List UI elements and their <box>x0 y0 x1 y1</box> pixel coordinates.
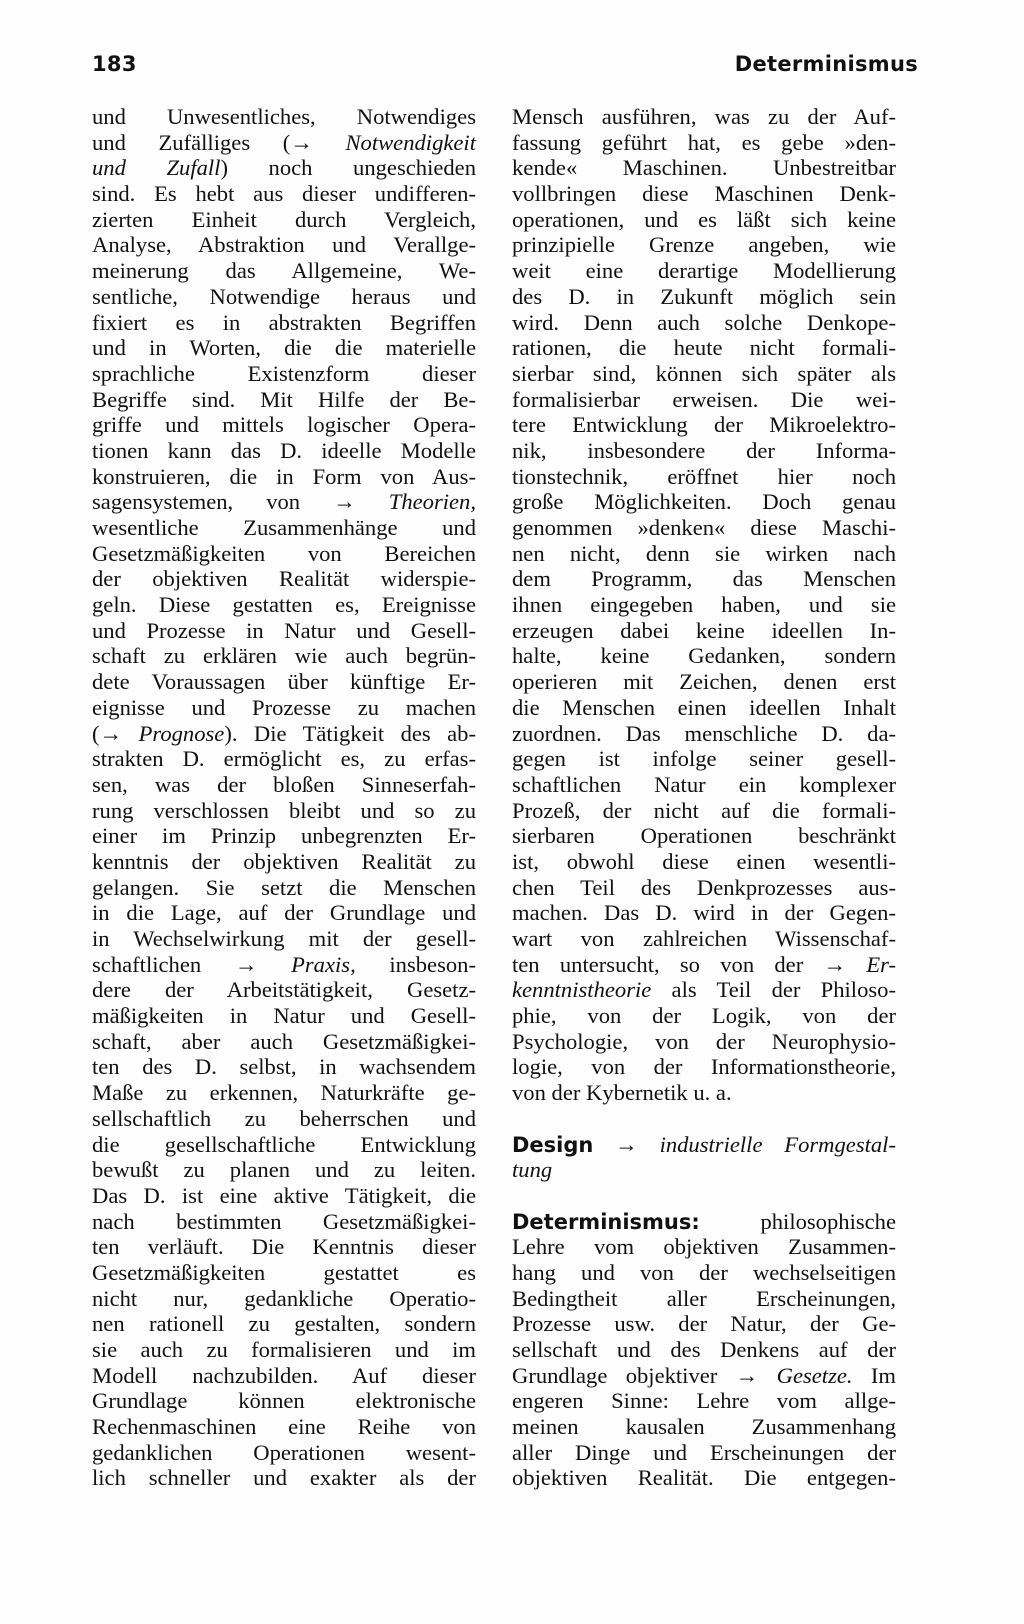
text-line <box>512 258 896 284</box>
text-segment: erzeugen dabei keine ideellen In- <box>512 617 896 643</box>
text-line <box>92 1414 476 1440</box>
text-segment: einer im Prinzip unbegrenzten Er- <box>92 823 476 849</box>
text-line <box>92 1054 476 1080</box>
text-segment: sierbar sind, können sich später als <box>512 360 896 386</box>
text-line <box>512 823 896 849</box>
text-segment: ) noch ungeschieden <box>220 155 476 181</box>
lemma-heading: Determinismus: <box>512 1209 700 1234</box>
text-segment: ten des D. selbst, in wachsendem <box>92 1054 476 1080</box>
text-segment: lich schneller und exakter als der <box>92 1465 476 1491</box>
text-line <box>92 284 476 310</box>
text-segment: gegen ist infolge seiner gesell- <box>512 746 896 772</box>
text-segment: Prozesse usw. der Natur, der Ge- <box>512 1311 896 1337</box>
text-line <box>92 1363 476 1389</box>
text-column-left <box>92 104 476 1491</box>
text-segment: objektiven Realität. Die entgegen- <box>512 1465 896 1491</box>
text-segment: operationen, und es läßt sich keine <box>512 206 896 232</box>
lemma-heading: Design <box>512 1132 594 1157</box>
text-line <box>512 387 896 413</box>
cross-reference: Notwendigkeit <box>345 129 476 155</box>
text-line <box>512 1080 896 1106</box>
text-line <box>512 772 896 798</box>
text-segment: nicht nur, gedankliche Operatio- <box>92 1285 476 1311</box>
text-segment: prinzipielle Grenze angeben, wie <box>512 232 896 258</box>
text-line <box>92 592 476 618</box>
text-line <box>92 695 476 721</box>
text-segment: rung verschlossen bleibt und so zu <box>92 797 476 823</box>
text-line <box>92 952 476 978</box>
text-column-right <box>512 104 896 1491</box>
text-line <box>92 643 476 669</box>
text-line <box>92 1337 476 1363</box>
text-line <box>92 310 476 336</box>
text-line <box>92 489 476 515</box>
text-segment: nen rationell zu gestalten, sondern <box>92 1311 476 1337</box>
text-segment: große Möglichkeiten. Doch genau <box>512 489 896 515</box>
cross-reference: Theorien, <box>388 489 476 515</box>
text-segment: (→ <box>92 720 139 746</box>
text-line <box>512 207 896 233</box>
text-segment: in Wechselwirkung mit der gesell- <box>92 926 476 951</box>
text-line <box>512 977 896 1003</box>
text-segment: dem Programm, das Menschen <box>512 566 896 592</box>
text-segment: Prozeß, der nicht auf die formali- <box>512 797 896 823</box>
text-segment: ist, obwohl diese einen wesentli- <box>512 848 896 874</box>
text-line <box>92 721 476 747</box>
text-segment: nach bestimmten Gesetzmäßigkei- <box>92 1208 476 1234</box>
text-segment: und Unwesentliches, Notwendiges <box>92 104 476 129</box>
text-line <box>92 335 476 361</box>
text-line <box>512 310 896 336</box>
text-segment: sellschaft und des Denkens auf der <box>512 1337 896 1362</box>
text-segment: ). Die Tätigkeit des ab- <box>224 720 476 746</box>
text-line <box>92 412 476 438</box>
text-line <box>92 875 476 901</box>
text-line <box>92 618 476 644</box>
text-line <box>92 1260 476 1286</box>
text-segment: → <box>593 1131 660 1157</box>
text-line <box>512 669 896 695</box>
text-segment: sellschaftlich zu beherrschen und <box>92 1105 476 1131</box>
text-segment: zierten Einheit durch Vergleich, <box>92 206 476 232</box>
cross-reference: Prognose <box>138 720 225 746</box>
text-segment: weit eine derartige Modellierung <box>512 258 896 284</box>
text-line <box>92 258 476 284</box>
text-segment: nik, insbesondere der Informa- <box>512 437 896 463</box>
text-segment: fixiert es in abstrakten Begriffen <box>92 309 476 335</box>
text-line <box>512 952 896 978</box>
text-segment: zuordnen. Das menschliche D. da- <box>512 720 896 746</box>
text-line <box>92 849 476 875</box>
text-segment: Begriffe sind. Mit Hilfe der Be- <box>92 386 476 412</box>
text-segment: Gesetzmäßigkeiten gestattet es <box>92 1259 476 1285</box>
cross-reference: und Zufall <box>92 155 221 181</box>
text-segment: Lehre vom objektiven Zusammen- <box>512 1234 896 1260</box>
cross-reference: tung <box>512 1157 553 1183</box>
text-line <box>512 438 896 464</box>
text-line <box>92 900 476 926</box>
text-line <box>512 1234 896 1260</box>
text-line <box>512 1465 896 1491</box>
text-segment: Mensch ausführen, was zu der Auf- <box>512 104 896 129</box>
text-segment: sierbaren Operationen beschränkt <box>512 823 896 849</box>
text-line <box>512 130 896 156</box>
text-line <box>92 1465 476 1491</box>
text-line <box>512 181 896 207</box>
text-line <box>92 155 476 181</box>
text-line <box>512 1440 896 1466</box>
text-line <box>512 926 896 952</box>
text-line <box>92 926 476 952</box>
text-segment: griffe und mittels logischer Opera- <box>92 412 476 438</box>
text-segment: tionen kann das D. ideelle Modelle <box>92 437 476 463</box>
text-line <box>512 361 896 387</box>
text-segment: tere Entwicklung der Mikroelektro- <box>512 412 896 438</box>
text-segment: chen Teil des Denkprozesses aus- <box>512 874 896 900</box>
text-line <box>92 1003 476 1029</box>
text-segment: engeren Sinne: Lehre vom allge- <box>512 1388 896 1414</box>
text-segment: gedanklichen Operationen wesent- <box>92 1439 476 1465</box>
text-line <box>512 1054 896 1080</box>
text-line <box>92 515 476 541</box>
text-segment: ten untersucht, so von der → <box>512 951 867 977</box>
text-line <box>512 464 896 490</box>
text-line <box>92 746 476 772</box>
text-segment: Modell nachzubilden. Auf dieser <box>92 1362 476 1388</box>
text-segment: fassung geführt hat, es gebe »den- <box>512 129 896 155</box>
text-segment: Analyse, Abstraktion und Verallge- <box>92 232 476 258</box>
text-segment: kende« Maschinen. Unbestreitbar <box>512 155 896 181</box>
text-segment: bewußt zu planen und zu leiten. <box>92 1157 476 1183</box>
text-segment: sie auch zu formalisieren und im <box>92 1337 476 1362</box>
text-segment: philosophische <box>699 1208 896 1234</box>
text-line <box>92 438 476 464</box>
text-line <box>92 1234 476 1260</box>
text-segment: strakten D. ermöglicht es, zu erfas- <box>92 746 476 772</box>
text-segment: kenntnis der objektiven Realität zu <box>92 848 476 874</box>
text-segment: Gesetzmäßigkeiten von Bereichen <box>92 540 476 566</box>
text-segment: Maße zu erkennen, Naturkräfte ge- <box>92 1080 476 1106</box>
text-segment: schaft, aber auch Gesetzmäßigkei- <box>92 1028 476 1054</box>
text-line <box>92 1209 476 1235</box>
text-segment: konstruieren, die in Form von Aus- <box>92 463 476 489</box>
text-segment: in die Lage, auf der Grundlage und <box>92 900 476 926</box>
text-line <box>512 849 896 875</box>
text-segment: phie, von der Logik, von der <box>512 1003 896 1029</box>
text-segment: rationen, die heute nicht formali- <box>512 335 896 361</box>
text-segment: sentliche, Notwendige heraus und <box>92 283 476 309</box>
text-segment: genommen »denken« diese Maschi- <box>512 515 896 540</box>
text-line <box>92 798 476 824</box>
text-segment: Grundlage können elektronische <box>92 1388 476 1414</box>
text-segment: tionstechnik, eröffnet hier noch <box>512 463 896 489</box>
text-segment: die Menschen einen ideellen Inhalt <box>512 694 896 720</box>
text-segment: ihnen eingegeben haben, und sie <box>512 592 896 618</box>
text-segment: meinerung das Allgemeine, We- <box>92 258 476 284</box>
text-segment: insbeson- <box>355 951 476 977</box>
text-segment: Bedingtheit aller Erscheinungen, <box>512 1285 896 1311</box>
text-segment: der objektiven Realität widerspie- <box>92 566 476 592</box>
text-line <box>92 232 476 258</box>
text-line <box>512 155 896 181</box>
text-line <box>92 1029 476 1055</box>
text-line <box>512 618 896 644</box>
text-line <box>512 1337 896 1363</box>
text-line <box>512 1414 896 1440</box>
text-line <box>512 1363 896 1389</box>
text-segment: geln. Diese gestatten es, Ereignisse <box>92 592 476 618</box>
text-segment: schaft zu erklären wie auch begrün- <box>92 643 476 669</box>
text-line <box>512 1029 896 1055</box>
text-line <box>92 772 476 798</box>
text-segment: wart von zahlreichen Wissenschaf- <box>512 926 896 951</box>
text-line <box>92 1388 476 1414</box>
cross-reference: Praxis, <box>291 951 356 977</box>
paragraph-gap <box>512 1106 896 1132</box>
text-line <box>512 1132 896 1158</box>
text-line <box>512 721 896 747</box>
text-line <box>92 977 476 1003</box>
text-line <box>512 335 896 361</box>
text-segment: eignisse und Prozesse zu machen <box>92 694 476 720</box>
text-line <box>512 515 896 541</box>
text-segment: dere der Arbeitstätigkeit, Gesetz- <box>92 977 476 1003</box>
text-segment: sagensystemen, von → <box>92 489 389 515</box>
text-segment: Rechenmaschinen eine Reihe von <box>92 1414 476 1440</box>
text-line <box>512 746 896 772</box>
text-segment: halte, keine Gedanken, sondern <box>512 643 896 669</box>
text-line <box>512 1209 896 1235</box>
text-line <box>92 1106 476 1132</box>
text-segment: meinen kausalen Zusammenhang <box>512 1414 896 1440</box>
page-number: 183 <box>92 52 137 76</box>
text-segment: Grundlage objektiver → <box>512 1362 777 1388</box>
text-segment: Im <box>852 1362 896 1388</box>
text-line <box>92 1183 476 1209</box>
text-segment: sind. Es hebt aus dieser undifferen- <box>92 181 476 207</box>
text-segment: schaftlichen Natur ein komplexer <box>512 771 896 797</box>
text-segment: Das D. ist eine aktive Tätigkeit, die <box>92 1182 476 1208</box>
text-line <box>512 1157 896 1183</box>
text-segment: schaftlichen → <box>92 951 292 977</box>
text-line <box>92 181 476 207</box>
text-line <box>512 541 896 567</box>
cross-reference: industrielle Formgestal- <box>659 1131 896 1157</box>
text-segment: sprachliche Existenzform dieser <box>92 360 476 386</box>
text-line <box>512 232 896 258</box>
text-line <box>512 1260 896 1286</box>
text-segment: vollbringen diese Maschinen Denk- <box>512 181 896 207</box>
text-line <box>512 592 896 618</box>
text-line <box>512 1003 896 1029</box>
text-line <box>512 1388 896 1414</box>
cross-reference: Er- <box>866 951 896 977</box>
text-segment: und Prozesse in Natur und Gesell- <box>92 617 476 643</box>
text-line <box>512 489 896 515</box>
text-segment: operieren mit Zeichen, denen erst <box>512 669 896 695</box>
text-line <box>92 1286 476 1312</box>
cross-reference: Gesetze. <box>776 1362 853 1388</box>
text-segment: Psychologie, von der Neurophysio- <box>512 1028 896 1054</box>
text-line <box>92 541 476 567</box>
text-line <box>92 104 476 130</box>
cross-reference: kenntnistheorie <box>512 977 652 1003</box>
text-segment: von der Kybernetik u. a. <box>512 1080 732 1106</box>
text-segment: wesentliche Zusammenhänge und <box>92 515 476 540</box>
text-line <box>92 130 476 156</box>
paragraph-gap <box>512 1183 896 1209</box>
text-line <box>92 566 476 592</box>
text-line <box>92 1132 476 1158</box>
text-segment: aller Dinge und Erscheinungen der <box>512 1439 896 1465</box>
text-segment: als Teil der Philoso- <box>651 977 896 1003</box>
text-line <box>92 207 476 233</box>
text-segment: mäßigkeiten in Natur und Gesell- <box>92 1003 476 1029</box>
text-segment: des D. in Zukunft möglich sein <box>512 283 896 309</box>
text-line <box>92 387 476 413</box>
text-line <box>512 1286 896 1312</box>
text-segment: und in Worten, die die materielle <box>92 335 476 361</box>
text-segment: formalisierbar erweisen. Die wei- <box>512 386 896 412</box>
text-line <box>512 900 896 926</box>
text-segment: die gesellschaftliche Entwicklung <box>92 1131 476 1157</box>
text-segment: logie, von der Informationstheorie, <box>512 1054 896 1080</box>
text-line <box>92 464 476 490</box>
text-segment: sen, was der bloßen Sinneserfah- <box>92 771 476 797</box>
text-line <box>92 1311 476 1337</box>
text-line <box>512 798 896 824</box>
text-line <box>92 669 476 695</box>
text-line <box>512 566 896 592</box>
text-line <box>512 695 896 721</box>
text-segment: und Zufälliges (→ <box>92 129 346 155</box>
text-line <box>92 361 476 387</box>
text-line <box>512 1311 896 1337</box>
text-line <box>512 412 896 438</box>
text-segment: ten verläuft. Die Kenntnis dieser <box>92 1234 476 1260</box>
text-segment: nen nicht, denn sie wirken nach <box>512 540 896 566</box>
text-line <box>512 104 896 130</box>
text-line <box>512 875 896 901</box>
text-line <box>92 1157 476 1183</box>
text-line <box>92 1080 476 1106</box>
text-line <box>92 1440 476 1466</box>
text-segment: hang und von der wechselseitigen <box>512 1259 896 1285</box>
text-line <box>512 284 896 310</box>
text-segment: gelangen. Sie setzt die Menschen <box>92 874 476 900</box>
text-segment: wird. Denn auch solche Denkope- <box>512 309 896 335</box>
running-head: Determinismus <box>734 52 918 76</box>
text-line <box>512 643 896 669</box>
text-line <box>92 823 476 849</box>
text-segment: machen. Das D. wird in der Gegen- <box>512 900 896 926</box>
text-segment: dete Voraussagen über künftige Er- <box>92 669 476 695</box>
